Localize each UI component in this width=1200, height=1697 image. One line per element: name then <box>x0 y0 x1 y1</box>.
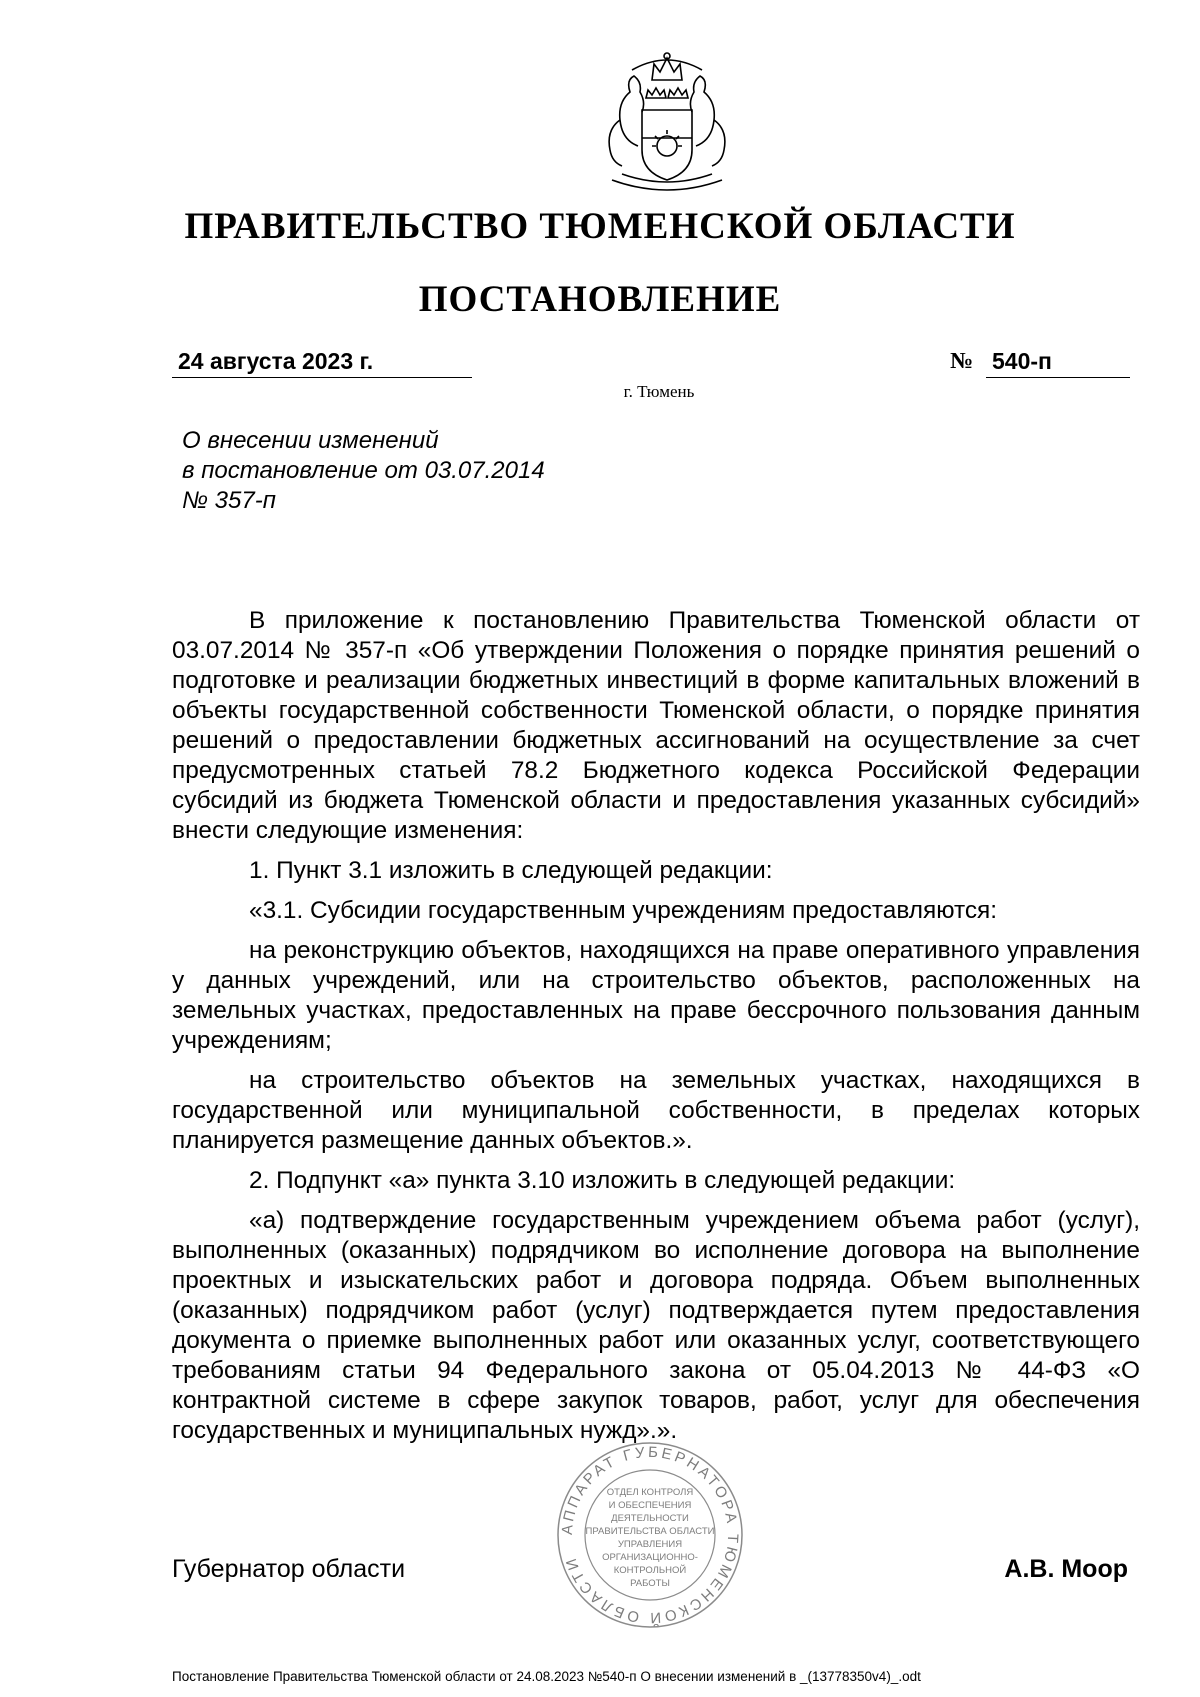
body-paragraph: В приложение к постановлению Правительства Тюменской области от 03.07.2014 № 357-п «Об утверждении Положения о порядке принятия решений о подготовке и реализации бюджетных инвестиций в форме капитальных вложений в объекты государственной собственности Тюменской области, о порядке принятия решений о предоставлении бюджетных ассигнований на осуществление за счет предусмотренных статьей 78.2 Бюджетного кодекса Российской Федерации субсидий из бюджета Тюменской области и предоставления указанных субсидий» внести следующие изменения: <box>172 607 1140 844</box>
stamp-line: КОНТРОЛЬНОЙ <box>613 1565 687 1576</box>
body-paragraph: «а) подтверждение государственным учреждением объема работ (услуг), выполненных (оказанных) подрядчиком во исполнение договора на выполнение проектных и изыскательских работ и договора подряда. Объем выполненных (оказанных) подрядчиком работ (услуг) подтверждается путем предоставления документа о приемке выполненных работ или оказанных услуг, соответствующего требованиям статьи 94 Федерального закона от 05.04.2013 № 44-ФЗ «О контрактной системе в сфере закупок товаров, работ, услуг для обеспечения государственных и муниципальных нужд».». <box>172 1207 1140 1444</box>
subject-line: № 357-п <box>182 487 276 514</box>
stamp-ring-text: АППАРАТ ГУБЕРНАТОРА ТЮМЕНСКОЙ ОБЛАСТИ <box>558 1443 742 1627</box>
signer-position: Губернатор области <box>172 1555 406 1583</box>
body-paragraph: на реконструкцию объектов, находящихся на праве оперативного управления у данных учреждений, или на строительство объектов, расположенных на земельных участках, предоставленных на праве бессрочного пользования данным учреждениям; <box>172 937 1140 1054</box>
body-paragraph: «3.1. Субсидии государственным учреждениям предоставляются: <box>249 897 998 924</box>
document-footer: Постановление Правительства Тюменской области от 24.08.2023 №540-п О внесении изменений в _(13778350v4)_.odt <box>172 1669 921 1684</box>
subject-line: в постановление от 03.07.2014 <box>182 457 545 484</box>
coat-of-arms-icon <box>582 50 752 200</box>
number-sign: № <box>950 348 974 373</box>
stamp-line: И ОБЕСПЕЧЕНИЯ <box>608 1500 692 1511</box>
document-subject <box>182 426 545 516</box>
stamp-line: ДЕЯТЕЛЬНОСТИ <box>611 1513 689 1524</box>
stamp-line: ОРГАНИЗАЦИОННО- <box>602 1552 698 1563</box>
body-paragraph: 2. Подпункт «а» пункта 3.10 изложить в следующей редакции: <box>249 1167 956 1194</box>
signer-name: А.В. Моор <box>1004 1555 1128 1583</box>
document-number: 540-п <box>986 348 1130 378</box>
government-title: ПРАВИТЕЛЬСТВО ТЮМЕНСКОЙ ОБЛАСТИ <box>184 206 1016 247</box>
document-body <box>172 606 1140 1456</box>
body-paragraph: 1. Пункт 3.1 изложить в следующей редакции: <box>249 857 773 884</box>
official-stamp <box>555 1440 745 1630</box>
body-paragraph: на строительство объектов на земельных участках, находящихся в государственной или муниципальной собственности, в пределах которых планируется размещение данных объектов.». <box>172 1067 1140 1154</box>
stamp-line: ОТДЕЛ КОНТРОЛЯ <box>606 1487 694 1498</box>
document-type: ПОСТАНОВЛЕНИЕ <box>418 279 782 320</box>
document-date: 24 августа 2023 г. <box>172 348 472 378</box>
stamp-line: РАБОТЫ <box>630 1578 670 1589</box>
stamp-line: УПРАВЛЕНИЯ <box>617 1539 683 1550</box>
stamp-line: ПРАВИТЕЛЬСТВА ОБЛАСТИ <box>585 1526 715 1537</box>
document-city: г. Тюмень <box>623 382 695 401</box>
subject-line: О внесении изменений <box>182 427 439 454</box>
